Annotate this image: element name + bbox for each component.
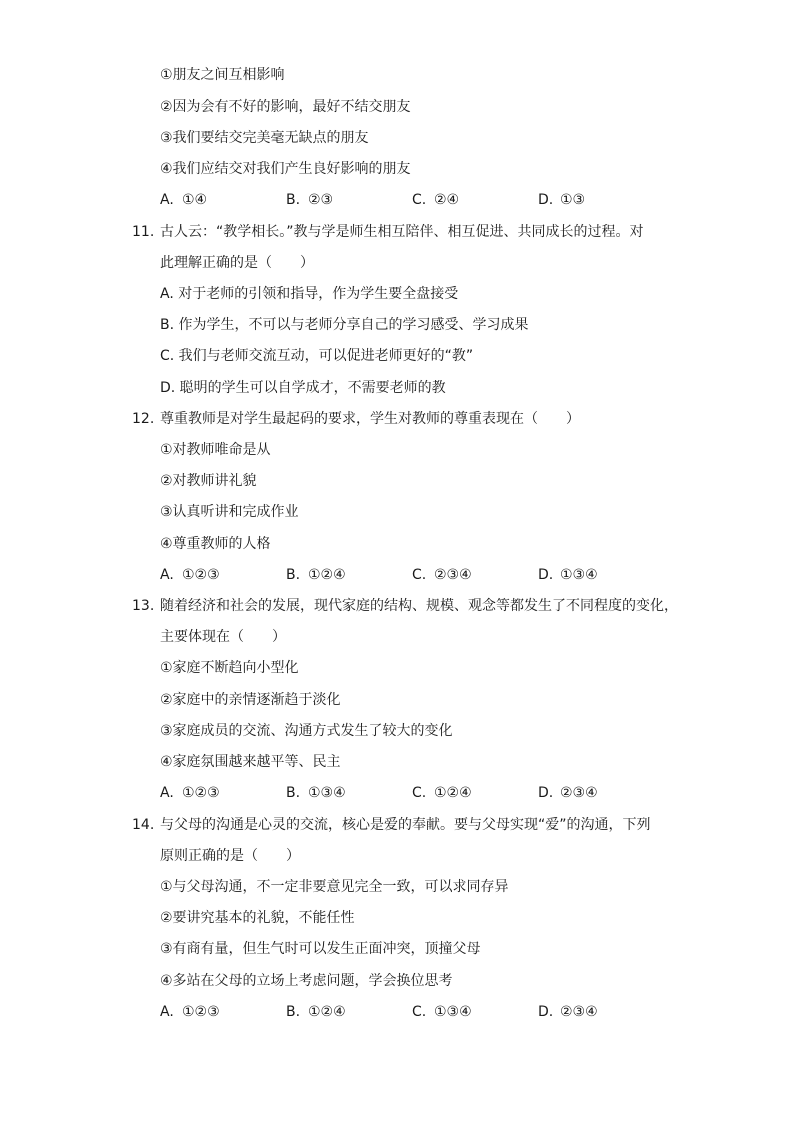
q11-choice-b: B. 作为学生，不可以与老师分享自己的学习感受、学习成果 — [160, 317, 529, 333]
q14-statement-1: ①与父母沟通，不一定非要意见完全一致，可以求同存异 — [160, 879, 509, 895]
q10-option-a: A. ①④ — [160, 192, 208, 208]
q13-statement-1: ①家庭不断趋向小型化 — [160, 660, 299, 676]
q11-choice-a: A. 对于老师的引领和指导，作为学生要全盘接受 — [160, 286, 459, 302]
q12-statement-2: ②对教师讲礼貌 — [160, 473, 257, 489]
q11-choice-c: C. 我们与老师交流互动，可以促进老师更好的“教” — [160, 348, 474, 364]
q14-stem-line-2: 原则正确的是（ ） — [160, 848, 300, 864]
q10-option-c: C. ②④ — [412, 192, 460, 208]
q11-choice-d: D. 聪明的学生可以自学成才，不需要老师的教 — [160, 380, 446, 396]
q14-option-b: B. ①②④ — [286, 1004, 346, 1020]
q10-statement-4: ④我们应结交对我们产生良好影响的朋友 — [160, 161, 411, 177]
q11-stem-line-1: 古人云：“教学相长。”教与学是师生相互陪伴、相互促进、共同成长的过程。对 — [160, 224, 644, 240]
q12-statement-3: ③认真听讲和完成作业 — [160, 504, 299, 520]
q10-option-d: D. ①③ — [538, 192, 586, 208]
q11-number: 11. — [132, 224, 155, 240]
q10-statement-3: ③我们要结交完美毫无缺点的朋友 — [160, 130, 369, 146]
q13-statement-3: ③家庭成员的交流、沟通方式发生了较大的变化 — [160, 723, 453, 739]
q14-option-d: D. ②③④ — [538, 1004, 598, 1020]
q14-statement-2: ②要讲究基本的礼貌，不能任性 — [160, 910, 355, 926]
q14-option-c: C. ①③④ — [412, 1004, 472, 1020]
q13-option-b: B. ①③④ — [286, 785, 346, 801]
q10-option-b: B. ②③ — [286, 192, 334, 208]
q12-statement-1: ①对教师唯命是从 — [160, 442, 271, 458]
q12-option-d: D. ①③④ — [538, 567, 598, 583]
q13-option-c: C. ①②④ — [412, 785, 472, 801]
q12-stem-line-1: 尊重教师是对学生最起码的要求，学生对教师的尊重表现在（ ） — [160, 411, 580, 427]
q14-statement-4: ④多站在父母的立场上考虑问题，学会换位思考 — [160, 973, 453, 989]
q13-statement-2: ②家庭中的亲情逐渐趋于淡化 — [160, 692, 341, 708]
q12-option-a: A. ①②③ — [160, 567, 220, 583]
q12-statement-4: ④尊重教师的人格 — [160, 536, 271, 552]
q11-stem-line-2: 此理解正确的是（ ） — [160, 255, 314, 271]
q12-option-b: B. ①②④ — [286, 567, 346, 583]
q13-option-d: D. ②③④ — [538, 785, 598, 801]
q14-number: 14. — [132, 817, 155, 833]
q10-statement-2: ②因为会有不好的影响，最好不结交朋友 — [160, 99, 411, 115]
q12-option-c: C. ②③④ — [412, 567, 472, 583]
q12-number: 12. — [132, 411, 155, 427]
q14-stem-line-1: 与父母的沟通是心灵的交流，核心是爱的奉献。要与父母实现“爱”的沟通，下列 — [160, 817, 651, 833]
q13-number: 13. — [132, 598, 155, 614]
q13-option-a: A. ①②③ — [160, 785, 220, 801]
q10-statement-1: ①朋友之间互相影响 — [160, 67, 285, 83]
q13-statement-4: ④家庭氛围越来越平等、民主 — [160, 754, 341, 770]
q13-stem-line-1: 随着经济和社会的发展，现代家庭的结构、规模、观念等都发生了不同程度的变化， — [160, 598, 678, 614]
q13-stem-line-2: 主要体现在（ ） — [160, 629, 286, 645]
q14-statement-3: ③有商有量，但生气时可以发生正面冲突，顶撞父母 — [160, 941, 481, 957]
q14-option-a: A. ①②③ — [160, 1004, 220, 1020]
